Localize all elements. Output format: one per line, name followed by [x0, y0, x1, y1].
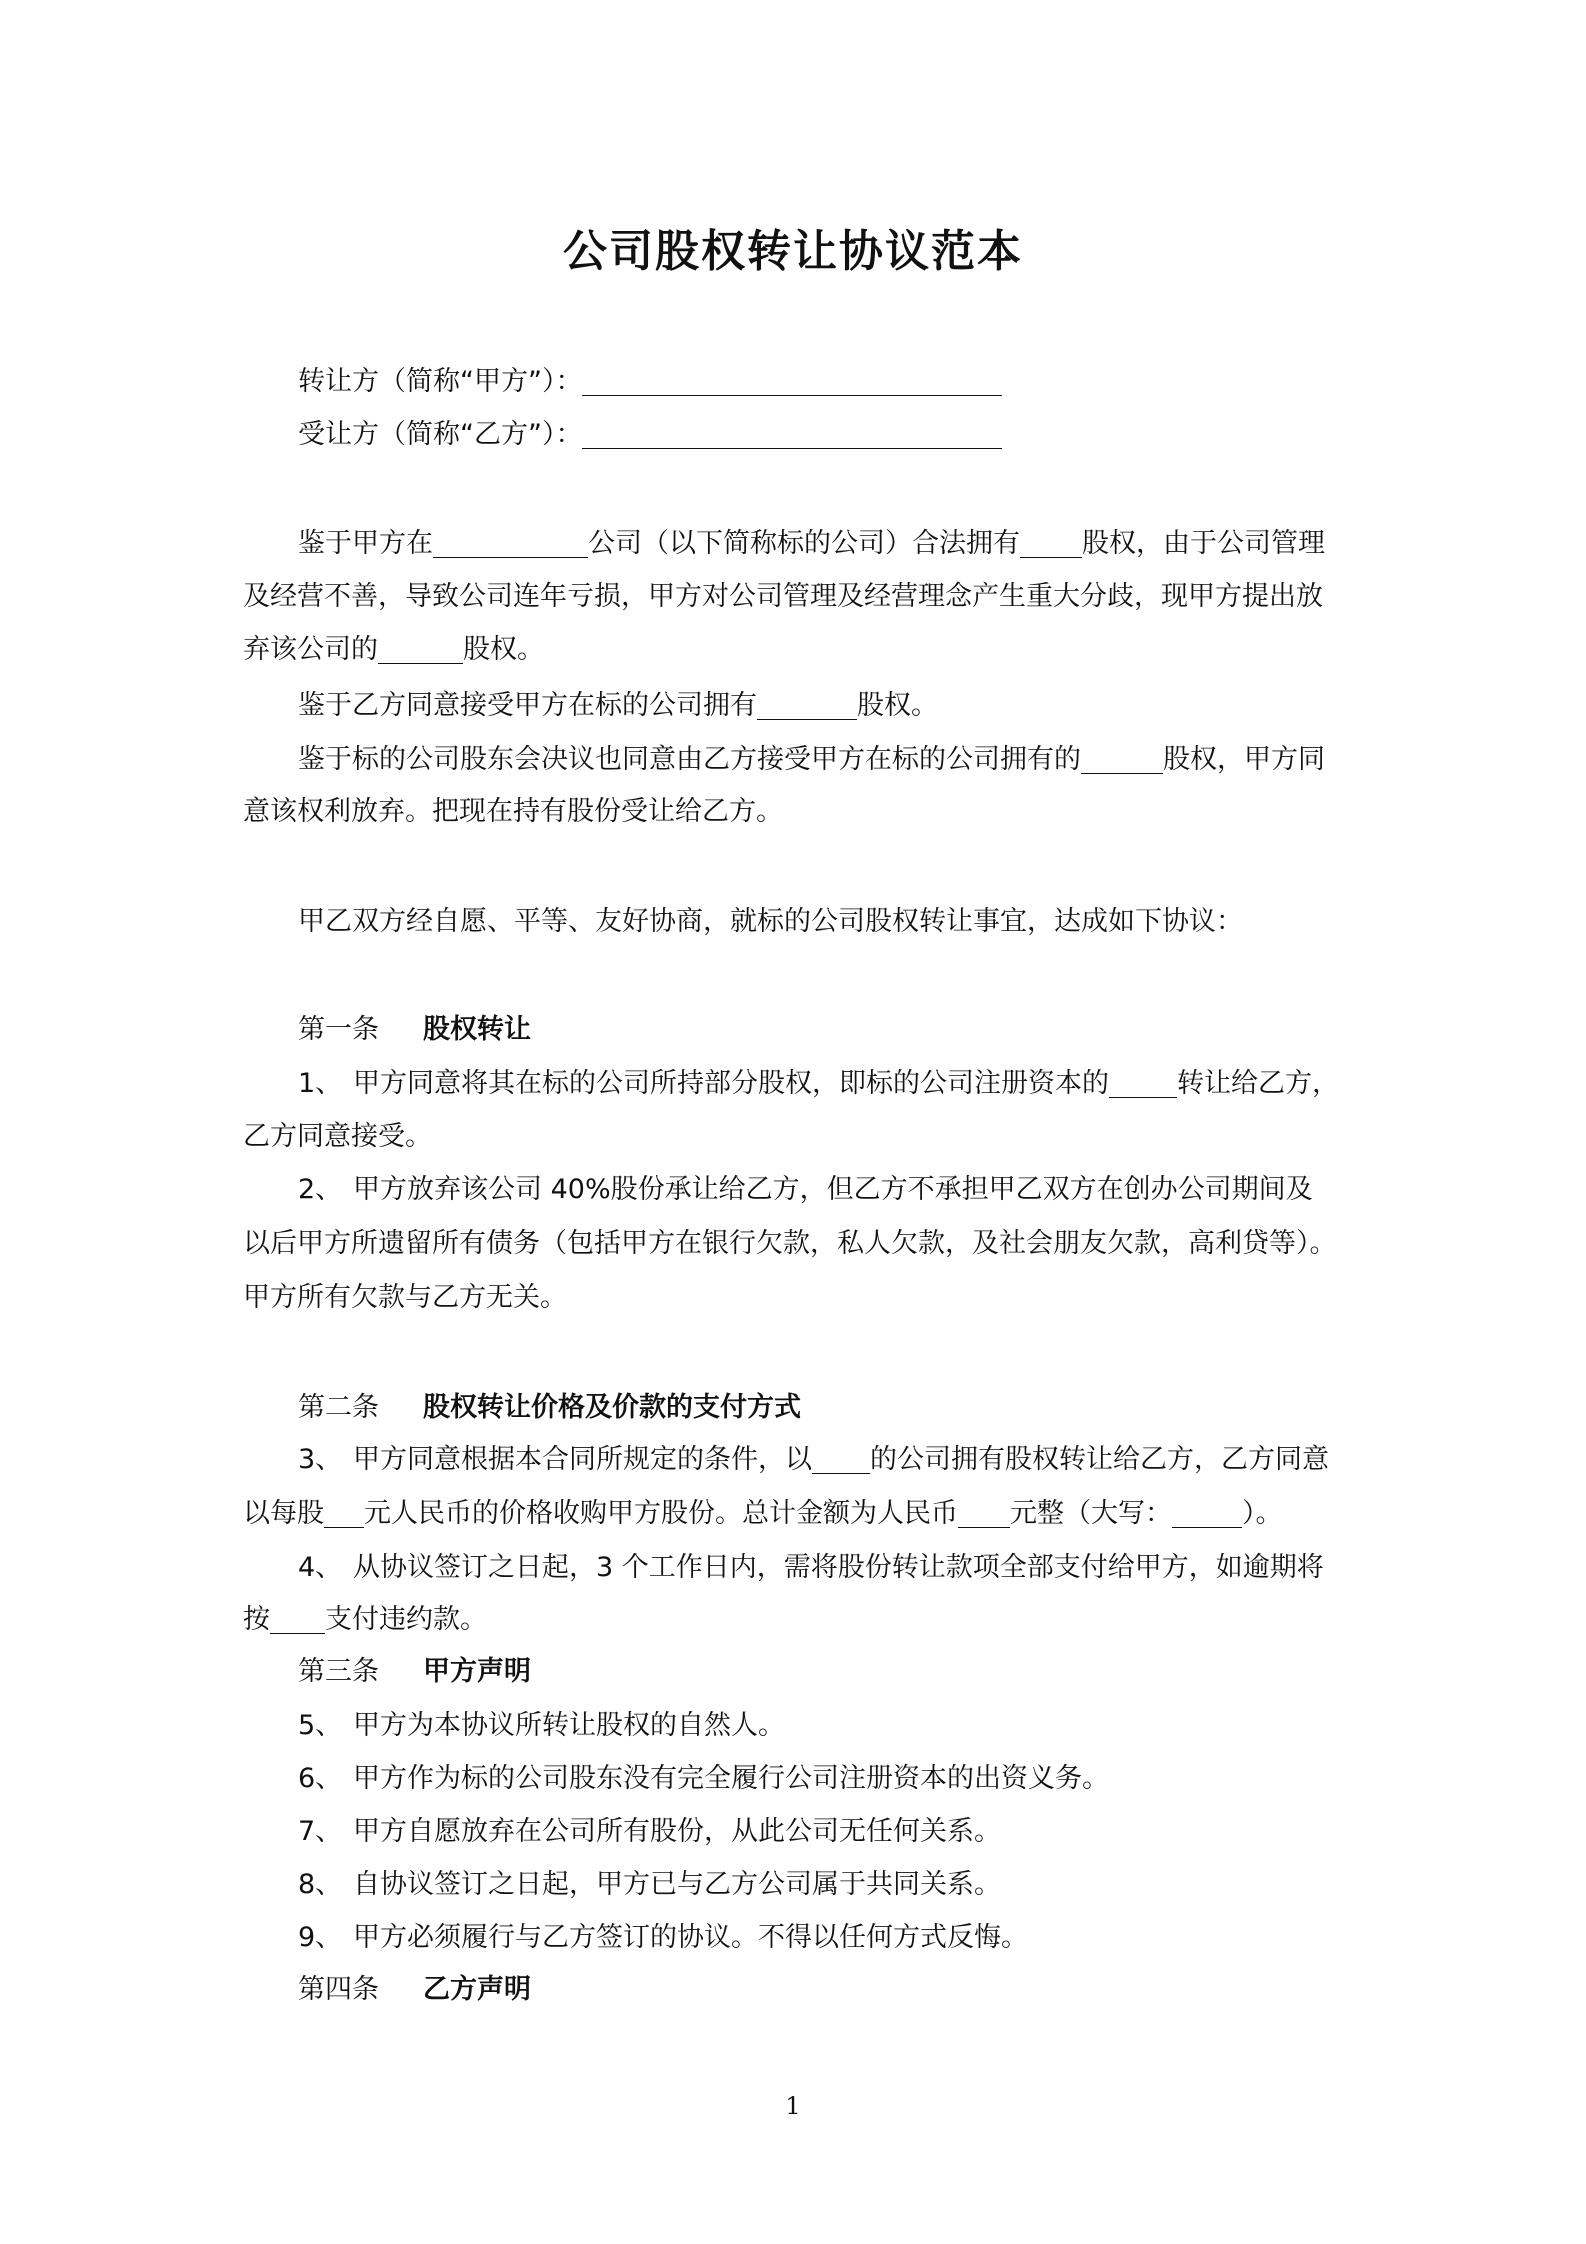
clause-number: 5、 [298, 1710, 343, 1741]
whereas-3-line-2: 意该权利放弃。把现在持有股份受让给乙方。 [243, 796, 783, 827]
text: 甲方同意根据本合同所规定的条件，以 [353, 1444, 812, 1475]
article-title: 甲方声明 [423, 1656, 531, 1687]
company-name-blank[interactable] [433, 527, 588, 558]
text: 股权，甲方同 [1163, 744, 1325, 775]
text: 转让给乙方， [1177, 1068, 1339, 1099]
clause-6 [243, 1759, 1408, 1799]
clause-3-line-2 [243, 1494, 1353, 1534]
text: 公司（以下简称标的公司）合法拥有 [588, 528, 1020, 559]
article-title: 股权转让 [423, 1014, 531, 1045]
whereas-3-line-1 [243, 740, 1408, 780]
text: 支付违约款。 [325, 1604, 487, 1635]
article-label: 第三条 [298, 1656, 379, 1687]
clause-number: 4、 [298, 1552, 343, 1583]
clause-2-line-2: 以后甲方所遗留所有债务（包括甲方在银行欠款，私人欠款，及社会朋友欠款，高利贷等）。 [243, 1228, 1337, 1259]
text: 甲方同意将其在标的公司所持部分股权，即标的公司注册资本的 [353, 1068, 1109, 1099]
article-label: 第二条 [298, 1392, 379, 1423]
party-b-blank[interactable] [582, 418, 1002, 449]
whereas-1-line-1 [243, 524, 1408, 564]
text: 以每股 [243, 1498, 324, 1529]
article-4-heading [243, 1970, 1408, 2010]
clause-5 [243, 1706, 1408, 1746]
clause-number: 7、 [298, 1816, 343, 1847]
ratio-blank[interactable] [1109, 1067, 1177, 1098]
text: 元人民币的价格收购甲方股份。总计金额为人民币 [364, 1498, 958, 1529]
text: 元整（大写： [1010, 1498, 1172, 1529]
text: 甲方必须履行与乙方签订的协议。不得以任何方式反悔。 [353, 1922, 1028, 1953]
article-1-heading [243, 1010, 1408, 1050]
clause-number: 9、 [298, 1922, 343, 1953]
article-2-heading [243, 1388, 1408, 1428]
text: 股权，由于公司管理 [1082, 528, 1325, 559]
article-label: 第四条 [298, 1974, 379, 2005]
whereas-2 [243, 686, 1408, 726]
text: 按 [243, 1604, 270, 1635]
article-label: 第一条 [298, 1014, 379, 1045]
document-title: 公司股权转让协议范本 [563, 226, 1023, 277]
party-b-line [243, 415, 1408, 455]
party-a-line [243, 362, 1408, 402]
text: 鉴于甲方在 [298, 528, 433, 559]
article-title: 乙方声明 [423, 1974, 531, 2005]
clause-3-line-1 [243, 1440, 1408, 1480]
article-title: 股权转让价格及价款的支付方式 [423, 1392, 801, 1423]
clause-number: 8、 [298, 1869, 343, 1900]
clause-1-line-1 [243, 1064, 1408, 1104]
amount-blank[interactable] [958, 1497, 1010, 1528]
share-blank[interactable] [1020, 527, 1082, 558]
clause-1-line-2: 乙方同意接受。 [243, 1121, 432, 1152]
clause-2-line-3: 甲方所有欠款与乙方无关。 [243, 1282, 567, 1313]
amount-uppercase-blank[interactable] [1172, 1497, 1242, 1528]
article-3-heading [243, 1652, 1408, 1692]
share-blank[interactable] [757, 689, 857, 720]
party-a-blank[interactable] [582, 365, 1002, 396]
clause-number: 3、 [298, 1444, 343, 1475]
party-b-label: 受让方（简称“乙方”）： [298, 419, 583, 450]
clause-2-line-1 [243, 1170, 1408, 1210]
intro-paragraph: 甲乙双方经自愿、平等、友好协商，就标的公司股权转让事宜，达成如下协议： [298, 906, 1243, 937]
text: 甲方放弃该公司 40%股份承让给乙方，但乙方不承担甲乙双方在创办公司期间及 [353, 1174, 1313, 1205]
text: 甲方为本协议所转让股权的自然人。 [353, 1710, 785, 1741]
text: 的公司拥有股权转让给乙方，乙方同意 [870, 1444, 1329, 1475]
clause-4-line-1 [243, 1548, 1408, 1588]
text: 自协议签订之日起，甲方已与乙方公司属于共同关系。 [353, 1869, 1001, 1900]
clause-number: 2、 [298, 1174, 343, 1205]
text: 甲方作为标的公司股东没有完全履行公司注册资本的出资义务。 [353, 1763, 1109, 1794]
share-blank[interactable] [1081, 743, 1163, 774]
per-share-blank[interactable] [324, 1497, 364, 1528]
text: 从协议签订之日起，3 个工作日内，需将股份转让款项全部支付给甲方，如逾期将 [353, 1552, 1324, 1583]
text: 鉴于乙方同意接受甲方在标的公司拥有 [298, 690, 757, 721]
text: 股权。 [857, 690, 938, 721]
party-a-label: 转让方（简称“甲方”）： [298, 366, 583, 397]
text: 弃该公司的 [243, 634, 378, 665]
clause-number: 6、 [298, 1763, 343, 1794]
penalty-blank[interactable] [270, 1603, 325, 1634]
text: 股权。 [463, 634, 544, 665]
whereas-1-line-3 [243, 630, 1353, 670]
clause-8 [243, 1865, 1408, 1905]
clause-9 [243, 1918, 1408, 1958]
clause-7 [243, 1812, 1408, 1852]
text: ）。 [1242, 1498, 1283, 1529]
price-blank[interactable] [812, 1443, 870, 1474]
whereas-1-line-2: 及经营不善，导致公司连年亏损，甲方对公司管理及经营理念产生重大分歧，现甲方提出放 [243, 581, 1323, 612]
text: 甲方自愿放弃在公司所有股份，从此公司无任何关系。 [353, 1816, 1001, 1847]
clause-number: 1、 [298, 1068, 343, 1099]
text: 鉴于标的公司股东会决议也同意由乙方接受甲方在标的公司拥有的 [298, 744, 1081, 775]
share-blank[interactable] [378, 633, 463, 664]
clause-4-line-2 [243, 1600, 1353, 1640]
page-number: 1 [785, 2092, 801, 2120]
